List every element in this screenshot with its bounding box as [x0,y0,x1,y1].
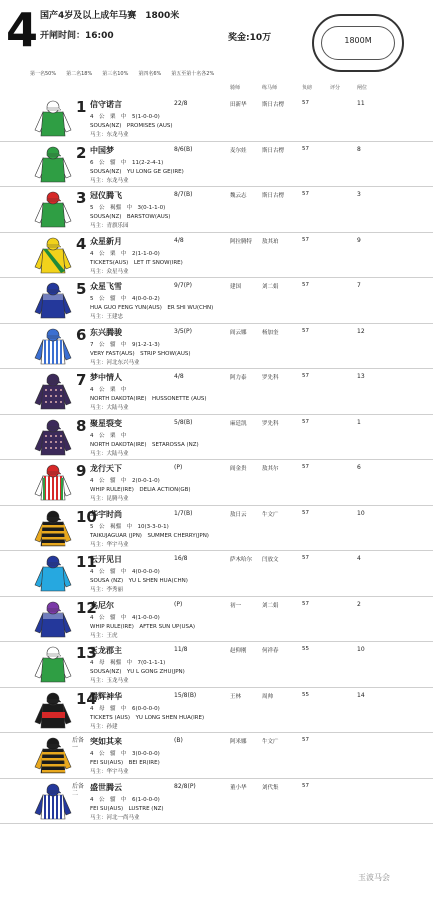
barrier-draw: 4 [357,555,361,562]
horse-pedigree: SOUSA(NZ) YU LONG GE GE(IRE) [90,168,184,175]
carried-weight: 57 [302,327,309,334]
horse-name: 东兴腾骏 [90,327,122,337]
entry-row [0,415,433,461]
barrier-draw: 6 [357,464,361,471]
carried-weight: 57 [302,782,309,789]
jockey-name: 斯日古楞 [262,193,285,199]
horse-name: 龙行天下 [90,464,122,473]
horse-pedigree: WHIP RULE(IRE) DELIA ACTION(GB) [90,487,191,493]
carried-weight: 57 [302,145,309,152]
trainer-name: 王林 [230,693,242,700]
horse-name: 信守诺言 [90,100,122,109]
saddle-number: 5 [76,280,87,298]
saddle-number: 7 [76,371,87,389]
saddle-number: 12 [76,598,97,617]
entry-row [0,688,433,734]
rating-odds: 8/7(B) [174,191,193,198]
horse-name: 梦中情人 [90,373,122,382]
jockey-name: 何祥春 [262,648,279,654]
jockey-silk-icon [33,692,73,730]
trainer-name: 敖日云 [230,511,247,518]
barrier-draw: 3 [357,191,361,198]
trainer-name: 阎云娜 [230,329,247,336]
jockey-name: 牛文广 [262,511,279,518]
horse-owner: 马主：大陆马业 [90,450,129,457]
carried-weight: 57 [302,464,309,470]
entries-list [0,96,433,824]
horse-pedigree: SOUSA (NZ) YU L SHEN HUA(CHN) [90,578,188,584]
horse-pedigree: TAIKUJAGUAR (JPN) SUMMER CHERRY(JPN) [90,532,209,539]
horse-owner: 马主：华宇马业 [90,769,129,775]
jockey-silk-icon [33,146,73,184]
carried-weight: 57 [302,737,309,743]
saddle-number: 10 [76,507,97,526]
watermark: 玉波马会 [358,873,390,882]
saddle-number: 6 [76,325,87,344]
horse-pedigree: FEI SU(AUS) LUSTRE (NZ) [90,805,164,812]
horse-pedigree: TICKETS(AUS) LET IT SNOW(IRE) [90,259,183,266]
barrier-draw: 8 [357,145,361,153]
saddle-number: 13 [76,644,97,662]
jockey-name: 刘代集 [262,784,279,791]
reserve-label: 后备一 [72,737,85,751]
jockey-name: 杨加奎 [262,329,279,336]
horse-name: 乌尼尔 [90,600,114,610]
column-trainer: 骑师 [230,85,241,91]
carried-weight: 57 [302,282,309,288]
distance-track-icon [312,14,404,72]
entry-row [0,506,433,552]
saddle-number: 4 [76,234,87,253]
entry-row [0,597,433,643]
horse-info: 4 公 栗 中 5(1-0-0-0) [90,114,160,120]
entry-row [0,142,433,188]
horse-info: 4 公 骝 中 4(1-0-0-0) [90,614,160,621]
rating-odds: 11/8 [174,646,188,653]
rating-odds: 8/6(B) [174,145,193,153]
horse-info: 4 公 栗 中 [90,432,127,439]
horse-info: 4 公 骝 中 2(0-0-1-0) [90,478,160,484]
horse-info: 6 公 骝 中 11(2-2-4-1) [90,159,164,166]
rating-odds: 3/5(P) [174,327,192,335]
trainer-name: 阿拉腾特 [230,238,253,245]
prize-split: 第一名50% 第二名18% 第三名10% 第四名6% 第五至第十名各2% [30,71,215,77]
entry-row [0,187,433,233]
horse-owner: 马主：孙建 [90,723,118,730]
horse-name: 盛世腾云 [90,782,122,792]
trainer-name: 董小华 [230,784,247,791]
trainer-name: 田新华 [230,102,247,108]
barrier-draw: 12 [357,327,365,335]
horse-owner: 马主：王虎 [90,632,118,639]
rating-odds: (B) [174,737,183,744]
horse-owner: 马主：华宇马业 [90,541,129,548]
trainer-name: 阎金贵 [230,466,247,472]
horse-info: 5 公 骝 中 4(0-0-0-2) [90,296,160,302]
horse-owner: 马主：众星马业 [90,268,129,275]
race-header [0,0,433,84]
rating-odds: 16/8 [174,555,188,562]
horse-owner: 马主：青旗乐园 [90,223,129,229]
horse-info: 5 公 褐骝 中 3(0-1-1-0) [90,205,166,211]
horse-pedigree: NORTH DAKOTA(IRE) SETAROSSA (NZ) [90,441,199,448]
jockey-silk-icon [33,237,73,275]
column-rating: 评分 [330,85,341,91]
horse-owner: 马主：河北东兴马业 [90,359,140,366]
race-title: 国产4岁及以上成年马赛 1800米 [40,11,180,21]
entry-row [0,551,433,597]
horse-owner: 马主：东龙马业 [90,177,129,184]
horse-pedigree: NORTH DAKOTA(IRE) HUSSONETTE (AUS) [90,396,207,402]
jockey-silk-icon [33,601,73,639]
horse-name: 腾辉神华 [90,691,122,701]
horse-owner: 马主：玉龙马业 [90,678,129,684]
jockey-silk-icon [33,282,73,320]
saddle-number: 8 [76,416,87,435]
jockey-silk-icon [33,737,73,775]
jockey-silk-icon [33,328,73,366]
horse-pedigree: WHIP RULE(IRE) AFTER SUN UP(USA) [90,623,195,630]
carried-weight: 57 [302,191,309,197]
trainer-name: 魏云志 [230,193,247,199]
horse-owner: 马主：东龙马业 [90,132,129,138]
distance-label: 1800M [344,36,372,45]
trainer-name: 阿米娜 [230,739,247,745]
horse-info: 5 公 褐骝 中 10(3-3-0-1) [90,523,169,530]
horse-info: 4 公 骝 中 4(0-0-0-0) [90,569,160,575]
horse-owner: 马主：李秀丽 [90,587,124,593]
barrier-draw: 14 [357,691,365,699]
rating-odds: 4/8 [174,236,184,244]
jockey-name: 闫放文 [262,557,279,563]
entry-row [0,369,433,415]
barrier-draw: 11 [357,100,365,107]
rating-odds: 5/8(B) [174,418,193,426]
jockey-name: 敖其珀 [262,238,279,245]
barrier-draw: 9 [357,236,361,244]
rating-odds: 22/8 [174,100,188,107]
horse-pedigree: HUA GUO FENG YUN(AUS) ER SHI WU(CHN) [90,305,214,311]
carried-weight: 57 [302,509,309,516]
trainer-name: 初一 [230,602,242,609]
horse-name: 云开见日 [90,555,122,564]
jockey-name: 周帅 [262,693,274,700]
trainer-name: 麻廷凯 [230,420,247,427]
horse-name: 聚星裂变 [90,418,122,428]
horse-info: 4 公 栗 中 [90,387,127,393]
jockey-name: 罗先科 [262,375,279,381]
horse-name: 冠仪腾飞 [90,191,122,200]
horse-name: 中国梦 [90,145,114,155]
start-time: 开闸时间：16:00 [40,31,114,41]
horse-pedigree: TICKETS (AUS) YU LONG SHEN HUA(IRE) [90,714,205,721]
entry-row [0,642,433,688]
horse-pedigree: VERY FAST(AUS) STRIP SHOW(AUS) [90,350,191,357]
carried-weight: 55 [302,646,309,652]
carried-weight: 57 [302,236,309,243]
entry-row [0,733,433,779]
carried-weight: 57 [302,100,309,106]
jockey-silk-icon [33,783,73,821]
barrier-draw: 2 [357,600,361,608]
horse-name: 玉龙郡主 [90,646,122,655]
race-number: 4 [6,3,39,57]
rating-odds: 1/7(B) [174,509,193,517]
carried-weight: 55 [302,691,309,698]
jockey-silk-icon [33,555,73,593]
horse-name: 突如其来 [90,737,122,746]
horse-info: 4 母 褐骝 中 7(0-1-1-1) [90,660,166,666]
jockey-silk-icon [33,419,73,457]
horse-owner: 马主：大陆马业 [90,405,129,411]
jockey-silk-icon [33,464,73,502]
rating-odds: 4/8 [174,373,184,380]
rating-odds: (P) [174,464,183,471]
carried-weight: 57 [302,418,309,425]
horse-name: 华宇时尚 [90,509,122,519]
jockey-name: 斯日古楞 [262,147,285,154]
column-draw: 闸位 [357,85,368,91]
horse-info: 4 母 骝 中 6(0-0-0-0) [90,705,160,712]
saddle-number: 11 [76,553,97,571]
saddle-number: 9 [76,462,87,480]
barrier-draw: 13 [357,373,365,380]
saddle-number: 3 [76,189,87,207]
carried-weight: 57 [302,555,309,561]
jockey-silk-icon [33,510,73,548]
horse-owner: 马主：河北一尚马业 [90,814,140,821]
entry-row [0,779,433,825]
horse-pedigree: SOUSA(NZ) YU L GONG ZHU(JPN) [90,669,185,675]
horse-info: 4 公 骝 中 6(1-0-0-0) [90,796,160,803]
barrier-draw: 7 [357,282,361,289]
saddle-number: 1 [76,98,87,116]
trainer-name: 建国 [230,284,242,290]
jockey-name: 刘二娟 [262,284,279,290]
column-weight: 负磅 [302,85,313,91]
rating-odds: 82/8(P) [174,782,196,790]
horse-owner: 马主：昆腾马业 [90,496,129,502]
horse-pedigree: FEI SU(AUS) BEI ER(IRE) [90,760,160,766]
jockey-silk-icon [33,646,73,684]
carried-weight: 57 [302,373,309,379]
barrier-draw: 10 [357,646,365,653]
entry-row [0,278,433,324]
horse-info: 4 公 骝 中 3(0-0-0-0) [90,751,160,757]
horse-pedigree: SOUSA(NZ) PROMISES (AUS) [90,123,173,129]
jockey-silk-icon [33,373,73,411]
reserve-label: 后备二 [72,782,85,797]
horse-owner: 马主：王建忠 [90,314,124,320]
trainer-name: 萨木哈尔 [230,557,253,563]
rating-odds: 15/8(B) [174,691,197,699]
jockey-silk-icon [33,100,73,138]
horse-info: 7 公 骝 中 9(1-2-1-3) [90,341,160,348]
entry-row [0,324,433,370]
jockey-name: 刘二娟 [262,602,279,609]
trainer-name: 麦尔娃 [230,147,247,154]
horse-pedigree: SOUSA(NZ) BARSTOW(AUS) [90,214,171,220]
trainer-name: 赵仰刚 [230,648,247,654]
jockey-name: 敖其尔 [262,466,279,472]
carried-weight: 57 [302,600,309,607]
horse-info: 4 公 栗 中 2(1-1-0-0) [90,250,160,257]
jockey-name: 罗先科 [262,420,279,427]
rating-odds: 9/7(P) [174,282,192,289]
saddle-number: 14 [76,689,97,708]
entry-row [0,460,433,506]
barrier-draw: 10 [357,509,365,517]
jockey-silk-icon [33,191,73,229]
barrier-draw: 1 [357,418,361,426]
entry-row [0,96,433,142]
saddle-number: 2 [76,143,87,162]
rating-odds: (P) [174,600,183,608]
jockey-name: 牛文广 [262,739,279,745]
jockey-name: 斯日古楞 [262,102,285,108]
prize-money: 奖金:10万 [228,33,272,43]
trainer-name: 阿力泰 [230,375,247,381]
column-headers [0,84,433,96]
entry-row [0,233,433,279]
horse-name: 众星新月 [90,236,122,246]
column-jockey: 练马师 [262,85,278,91]
horse-name: 众星飞雪 [90,282,122,291]
